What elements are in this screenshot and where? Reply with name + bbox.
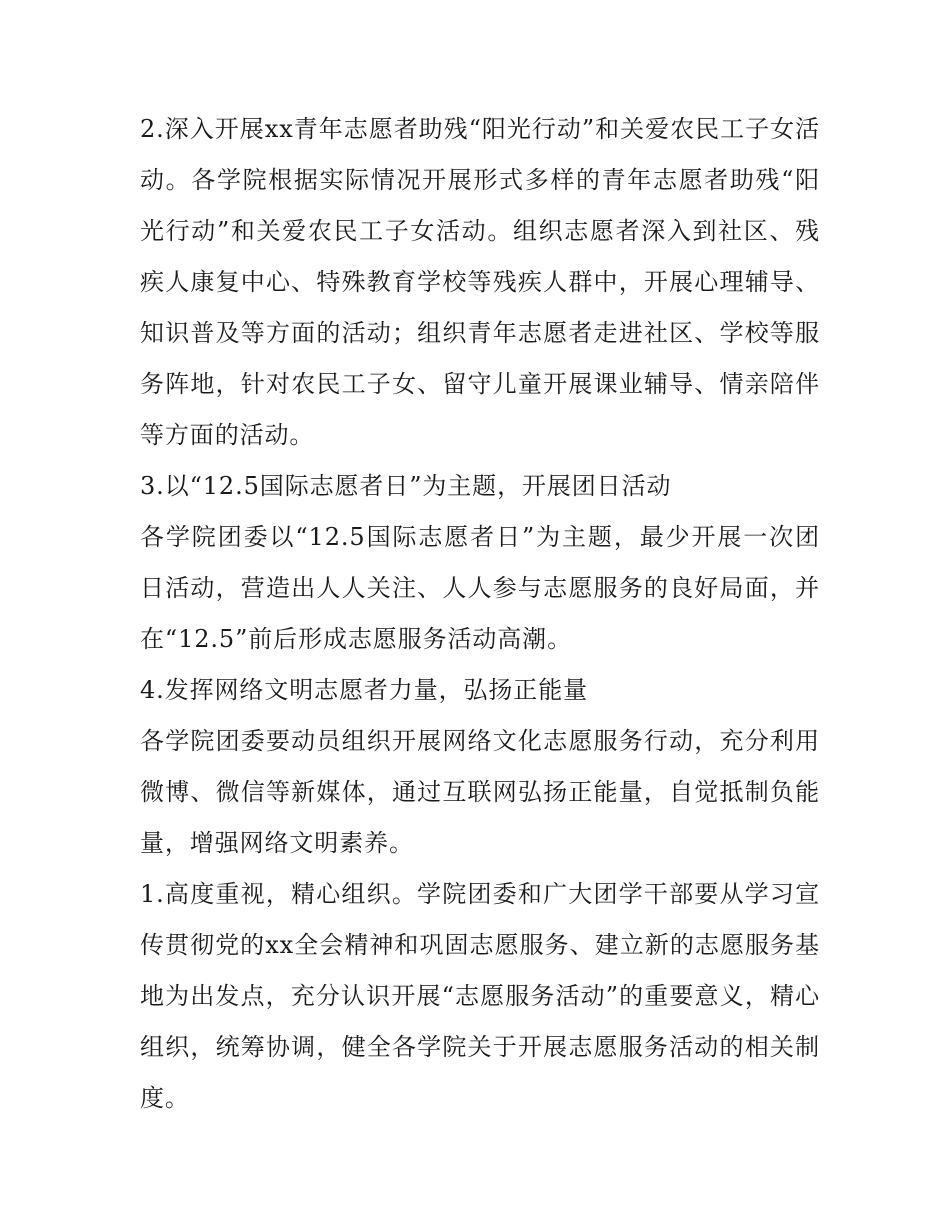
paragraph-volunteer-day: 各学院团委以“12.5国际志愿者日”为主题，最少开展一次团日活动，营造出人人关注、人人参与志愿服务的良好局面，并在“12.5”前后形成志愿服务活动高潮。 xyxy=(140,523,820,653)
paragraph-network-civilization: 各学院团委要动员组织开展网络文化志愿服务行动，充分利用微博、微信等新媒体，通过互联网弘扬正能量，自觉抵制负能量，增强网络文明素养。 xyxy=(140,727,820,857)
paragraph-volunteer-assistance: 2.深入开展xx青年志愿者助残“阳光行动”和关爱农民工子女活动。各学院根据实际情况开展形式多样的青年志愿者助残“阳光行动”和关爱农民工子女活动。组织志愿者深入到社区、残疾人康复中心、特殊教育学校等残疾人群中，开展心理辅导、知识普及等方面的活动；组织青年志愿者走进社区、学校等服务阵地，针对农民工子女、留守儿童开展课业辅导、情亲陪伴等方面的活动。 xyxy=(140,115,820,449)
paragraph-organization: 1.高度重视，精心组织。学院团委和广大团学干部要从学习宣传贯彻党的xx全会精神和巩固志愿服务、建立新的志愿服务基地为出发点，充分认识开展“志愿服务活动”的重要意义，精心组织，统筹协调，健全各学院关于开展志愿服务活动的相关制度。 xyxy=(140,880,820,1112)
heading-volunteer-day: 3.以“12.5国际志愿者日”为主题，开展团日活动 xyxy=(140,472,672,500)
document-body xyxy=(140,104,820,1124)
heading-network-civilization: 4.发挥网络文明志愿者力量，弘扬正能量 xyxy=(140,676,588,704)
